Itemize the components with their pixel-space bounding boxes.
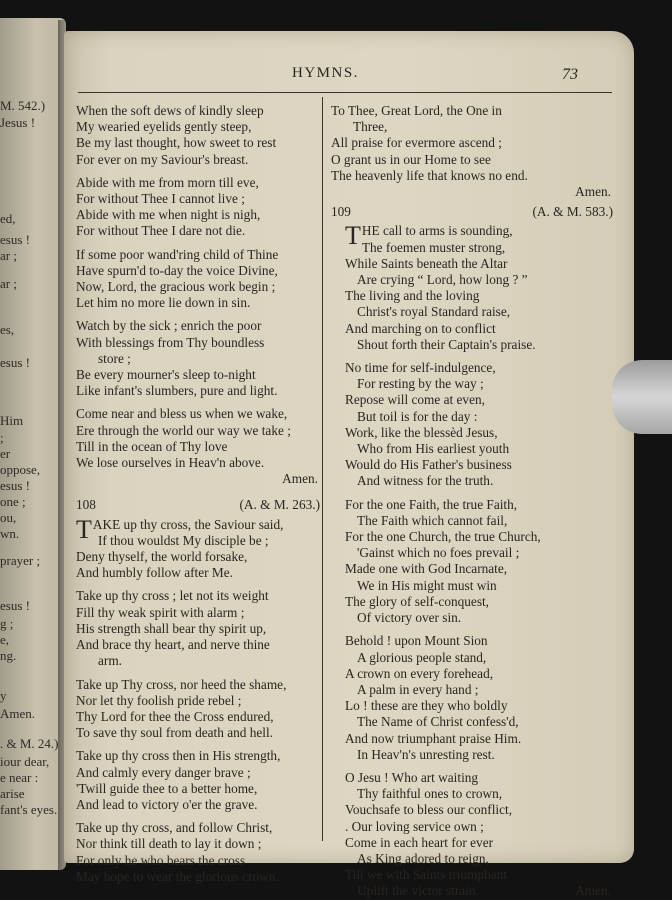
verse-line: The glory of self-conquest, [345,593,490,609]
facing-fragment: ed, [0,211,16,226]
hymnal-page [64,31,634,899]
verse-line: Of victory over sin. [357,610,462,626]
verse-line: Ere through the world our way we take ; [76,422,291,438]
verse-line: For without Thee I dare not die. [76,223,246,239]
facing-fragment: esus ! [0,598,30,613]
facing-fragment: ng. [0,648,17,663]
verse-line: With blessings from Thy boundless [76,334,265,350]
verse-line: The heavenly life that knows no end. [331,167,528,183]
verse-line: Lo ! these are they who boldly [345,698,508,714]
verse-line: But toil is for the day : [357,408,478,424]
verse-line: Shout forth their Captain's praise. [357,336,536,352]
hymn-heading [76,497,320,513]
verse-line: And witness for the truth. [357,473,494,489]
verse-line: Repose will come at even, [345,392,485,408]
hymn-reference: (A. & M. 583.) [532,204,613,220]
verse-line: As King adored to reign, [357,850,489,866]
verse-line: For without Thee I cannot live ; [76,191,245,207]
verse-line: For the one Faith, the true Faith, [345,496,518,512]
verse-line: All praise for evermore ascend ; [331,135,502,151]
right-column [331,103,613,900]
verse-line: Are crying “ Lord, how long ? ” [357,272,528,288]
verse-line: The living and the loving [345,288,480,304]
verse-line: And lead to victory o'er the grave. [76,796,258,812]
column-divider [322,97,323,841]
verse-line: Abide with me from morn till eve, [76,174,259,190]
verse-line: Now, Lord, the gracious work begin ; [76,279,276,295]
verse-line: Behold ! upon Mount Sion [345,633,488,649]
verse-line: Nor think till death to lay it down ; [76,836,262,852]
facing-fragment: esus ! [0,232,30,247]
facing-fragment: es, [0,322,15,337]
verse-line: . Our loving service own ; [345,818,484,834]
facing-fragment: e near : [0,770,39,785]
facing-page [0,18,66,870]
facing-fragment: M. 542.) [0,98,46,113]
verse-line: HE call to arms is sounding, [361,223,513,239]
running-title: HYMNS. [292,65,359,81]
facing-fragment: ; [0,430,4,445]
facing-fragment: er [0,446,11,461]
verse-line: The foemen muster strong, [361,239,506,255]
verse-line: Till in the ocean of Thy love [76,438,228,454]
facing-fragment: Him [0,413,24,428]
facing-fragment: g ; [0,616,14,631]
verse-line: For only he who bears the cross [76,852,246,868]
verse-line: The Name of Christ confess'd, [357,714,519,730]
verse-line: Christ's royal Standard raise, [357,304,511,320]
verse-line: For ever on my Saviour's breast. [76,151,249,167]
facing-fragment: oppose, [0,462,41,477]
verse-line: May hope to wear the glorious crown. [76,868,279,884]
facing-fragment: ar ; [0,276,17,291]
final-line-row [331,883,613,899]
verse-line: While Saints beneath the Altar [345,255,508,271]
hymn-reference: (A. & M. 263.) [239,497,320,513]
facing-fragment: e, [0,632,10,647]
verse-line: Be every mourner's sleep to-night [76,367,256,383]
facing-fragment: esus ! [0,478,30,493]
verse-line: Take up thy cross ; let not its weight [76,588,269,604]
verse-line: We in His might must win [357,577,497,593]
verse-line: If some poor wand'ring child of Thine [76,246,279,262]
verse-line: And brace thy heart, and nerve thine [76,637,270,653]
verse-line: 'Twill guide thee to a better home, [76,780,258,796]
verse-line: O grant us in our Home to see [331,151,491,167]
hymn-heading [331,204,613,220]
page-number: 73 [562,66,578,83]
facing-fragment: iour dear, [0,754,50,769]
amen: Amen. [575,883,611,899]
facing-fragment: Amen. [0,706,36,721]
verse-line: Made one with God Incarnate, [345,561,508,577]
verse-line: Thy Lord for thee the Cross endured, [76,708,274,724]
verse-line: 'Gainst which no foes prevail ; [357,545,520,561]
facing-fragment: arise [0,786,25,801]
verse-line: Like infant's slumbers, pure and light. [76,383,278,399]
verse-line: arm. [98,653,122,669]
verse-line: Have spurn'd to-day the voice Divine, [76,262,278,278]
facing-fragment: y [0,688,7,703]
verse-line: We lose ourselves in Heav'n above. [76,455,265,471]
verse-line: O Jesu ! Who art waiting [345,769,479,785]
facing-fragment: ar ; [0,248,17,263]
facing-fragment: Jesus ! [0,115,36,130]
verse-line: For the one Church, the true Church, [345,529,541,545]
facing-fragment: wn. [0,526,20,541]
facing-fragment: esus ! [0,355,30,370]
facing-fragment: ou, [0,510,17,525]
verse-line: Come in each heart for ever [345,834,494,850]
verse-line: Uplift the victor strain. [357,883,479,899]
verse-line: For resting by the way ; [357,376,484,392]
verse-line: Fill thy weak spirit with alarm ; [76,604,245,620]
verse-line: To save thy soul from death and hell. [76,725,273,741]
verse-line: Be my last thought, how sweet to rest [76,135,277,151]
left-column [76,103,320,885]
drop-cap: T [345,221,361,251]
facing-fragment: fant's eyes. [0,802,58,817]
verse-line: Thy faithful ones to crown, [357,786,503,802]
verse-line: Come near and bless us when we wake, [76,406,288,422]
facing-fragment: prayer ; [0,553,41,568]
verse-line: His strength shall bear thy spirit up, [76,620,267,636]
verse-line: If thou wouldst My disciple be ; [98,532,269,548]
page-clip [612,360,672,434]
verse-line: Take up thy cross, and follow Christ, [76,820,273,836]
verse-line: When the soft dews of kindly sleep [76,103,264,118]
header-rule [78,92,612,93]
hymn-number: 108 [76,497,96,513]
facing-fragment: one ; [0,494,26,509]
verse-line: In Heav'n's unresting rest. [357,746,495,762]
verse-line: Deny thyself, the world forsake, [76,549,248,565]
verse-line: And humbly follow after Me. [76,565,233,581]
drop-cap: T [76,514,92,544]
verse-line: store ; [98,350,131,366]
facing-fragment: . & M. 24.) [0,736,59,751]
verse-line: Who from His earliest youth [357,441,510,457]
verse-line: The Faith which cannot fail, [357,512,508,528]
amen: Amen. [282,471,318,487]
verse-line: AKE up thy cross, the Saviour said, [92,516,284,532]
verse-line: Work, like the blessèd Jesus, [345,424,498,440]
verse-line: Watch by the sick ; enrich the poor [76,318,262,334]
verse-line: Take up Thy cross, nor heed the shame, [76,676,287,692]
verse-line: Till we with Saints triumphant [345,867,508,883]
verse-line: Vouchsafe to bless our conflict, [345,802,513,818]
verse-line: And calmly every danger brave ; [76,764,251,780]
hymn-number: 109 [331,204,351,220]
verse-line: My wearied eyelids gently steep, [76,119,252,135]
amen: Amen. [575,184,611,200]
verse-line: Nor let thy foolish pride rebel ; [76,692,242,708]
verse-line: And marching on to conflict [345,320,496,336]
verse-line: Let him no more lie down in sin. [76,295,251,311]
verse-line: And now triumphant praise Him. [345,730,522,746]
page-header [64,65,634,85]
verse-line: Abide with me when night is nigh, [76,207,261,223]
verse-line: No time for self-indulgence, [345,360,496,376]
verse-line: Take up thy cross then in His strength, [76,748,281,764]
verse-line: To Thee, Great Lord, the One in [331,103,502,118]
verse-line: A palm in every hand ; [357,681,479,697]
verse-line: Three, [353,119,388,135]
verse-line: Would do His Father's business [345,457,512,473]
verse-line: A crown on every forehead, [345,665,494,681]
verse-line: A glorious people stand, [357,649,487,665]
